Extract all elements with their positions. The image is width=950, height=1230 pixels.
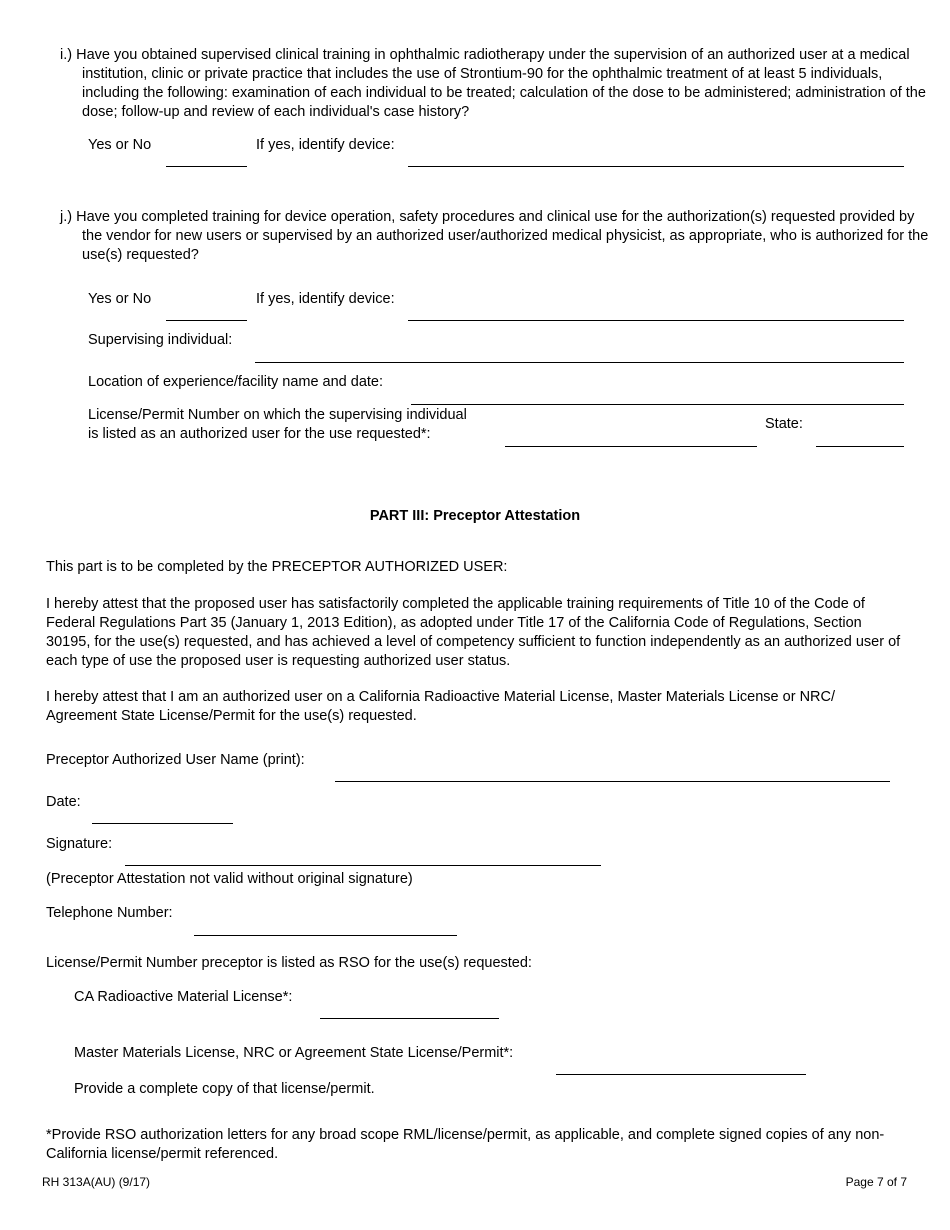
copy-note: Provide a complete copy of that license/permit.	[74, 1081, 375, 1097]
question-i-yes-no-label: Yes or No	[88, 137, 152, 153]
attestation-paragraph-2: I hereby attest that I am an authorized user on a California Radioactive Material License, Master Materials License or NRC/ Agreement State License/Permit for the use(s) requested.	[46, 689, 836, 724]
question-j-yes-no-field[interactable]	[166, 320, 247, 321]
master-license-field[interactable]	[556, 1074, 806, 1075]
state-field[interactable]	[816, 446, 904, 447]
supervising-individual-field[interactable]	[255, 362, 904, 363]
question-i-yes-no-field[interactable]	[166, 166, 247, 167]
supervisor-license-field[interactable]	[505, 446, 757, 447]
page-number: Page 7 of 7	[845, 1175, 907, 1189]
supervisor-license-label-line2: is listed as an authorized user for the use requested*:	[88, 426, 431, 442]
date-field[interactable]	[92, 823, 233, 824]
master-license-label: Master Materials License, NRC or Agreement State License/Permit*:	[74, 1045, 514, 1061]
part3-heading: PART III: Preceptor Attestation	[369, 508, 581, 524]
part3-intro: This part is to be completed by the PRECEPTOR AUTHORIZED USER:	[46, 559, 508, 575]
signature-label: Signature:	[46, 836, 113, 852]
question-i-device-field[interactable]	[408, 166, 904, 167]
ca-license-label: CA Radioactive Material License*:	[74, 989, 293, 1005]
preceptor-name-label: Preceptor Authorized User Name (print):	[46, 752, 305, 768]
footnote: *Provide RSO authorization letters for any broad scope RML/license/permit, as applicable, and complete signed copies of any non-California license/permit referenced.	[46, 1127, 885, 1162]
location-field[interactable]	[411, 404, 904, 405]
ca-license-field[interactable]	[320, 1018, 499, 1019]
supervising-individual-label: Supervising individual:	[88, 332, 233, 348]
telephone-field[interactable]	[194, 935, 457, 936]
question-j-text: j.) Have you completed training for device operation, safety procedures and clinical use for the authorization(s) requested provided by the vendor for new users or supervised by an authorized user/authorized medical physicist, as appropriate, who is authorized for the use(s) requested?	[60, 209, 929, 263]
attestation-paragraph-1: I hereby attest that the proposed user has satisfactorily completed the applicable training requirements of Title 10 of the Code of Federal Regulations Part 35 (January 1, 2013 Edition), as adopted under Title 17 of the California Code of Regulations, Section 30195, for the use(s) requested, and has achieved a level of competency sufficient to function independently as an authorized user of each type of use the proposed user is requesting authorized user status.	[46, 596, 901, 669]
preceptor-name-field[interactable]	[335, 781, 890, 782]
question-i-text: i.) Have you obtained supervised clinical training in ophthalmic radiotherapy under the supervision of an authorized user at a medical institution, clinic or private practice that includes the use of Strontium-90 for the ophthalmic treatment of at least 5 individuals, including the following: examination of each individual to be treated; calculation of the dose to be administered; administration of the dose; follow-up and review of each individual's case history?	[60, 47, 926, 120]
rso-license-label: License/Permit Number preceptor is listed as RSO for the use(s) requested:	[46, 955, 532, 971]
date-label: Date:	[46, 794, 81, 810]
state-label: State:	[765, 416, 803, 432]
signature-field[interactable]	[125, 865, 601, 866]
question-j-yes-no-label: Yes or No	[88, 291, 152, 307]
question-i-device-label: If yes, identify device:	[256, 137, 395, 153]
supervisor-license-label-line1: License/Permit Number on which the supervising individual	[88, 407, 467, 423]
question-j-device-field[interactable]	[408, 320, 904, 321]
location-label: Location of experience/facility name and date:	[88, 374, 384, 390]
question-j-device-label: If yes, identify device:	[256, 291, 395, 307]
telephone-label: Telephone Number:	[46, 905, 173, 921]
signature-note: (Preceptor Attestation not valid without original signature)	[46, 871, 413, 887]
form-id: RH 313A(AU) (9/17)	[42, 1175, 151, 1189]
